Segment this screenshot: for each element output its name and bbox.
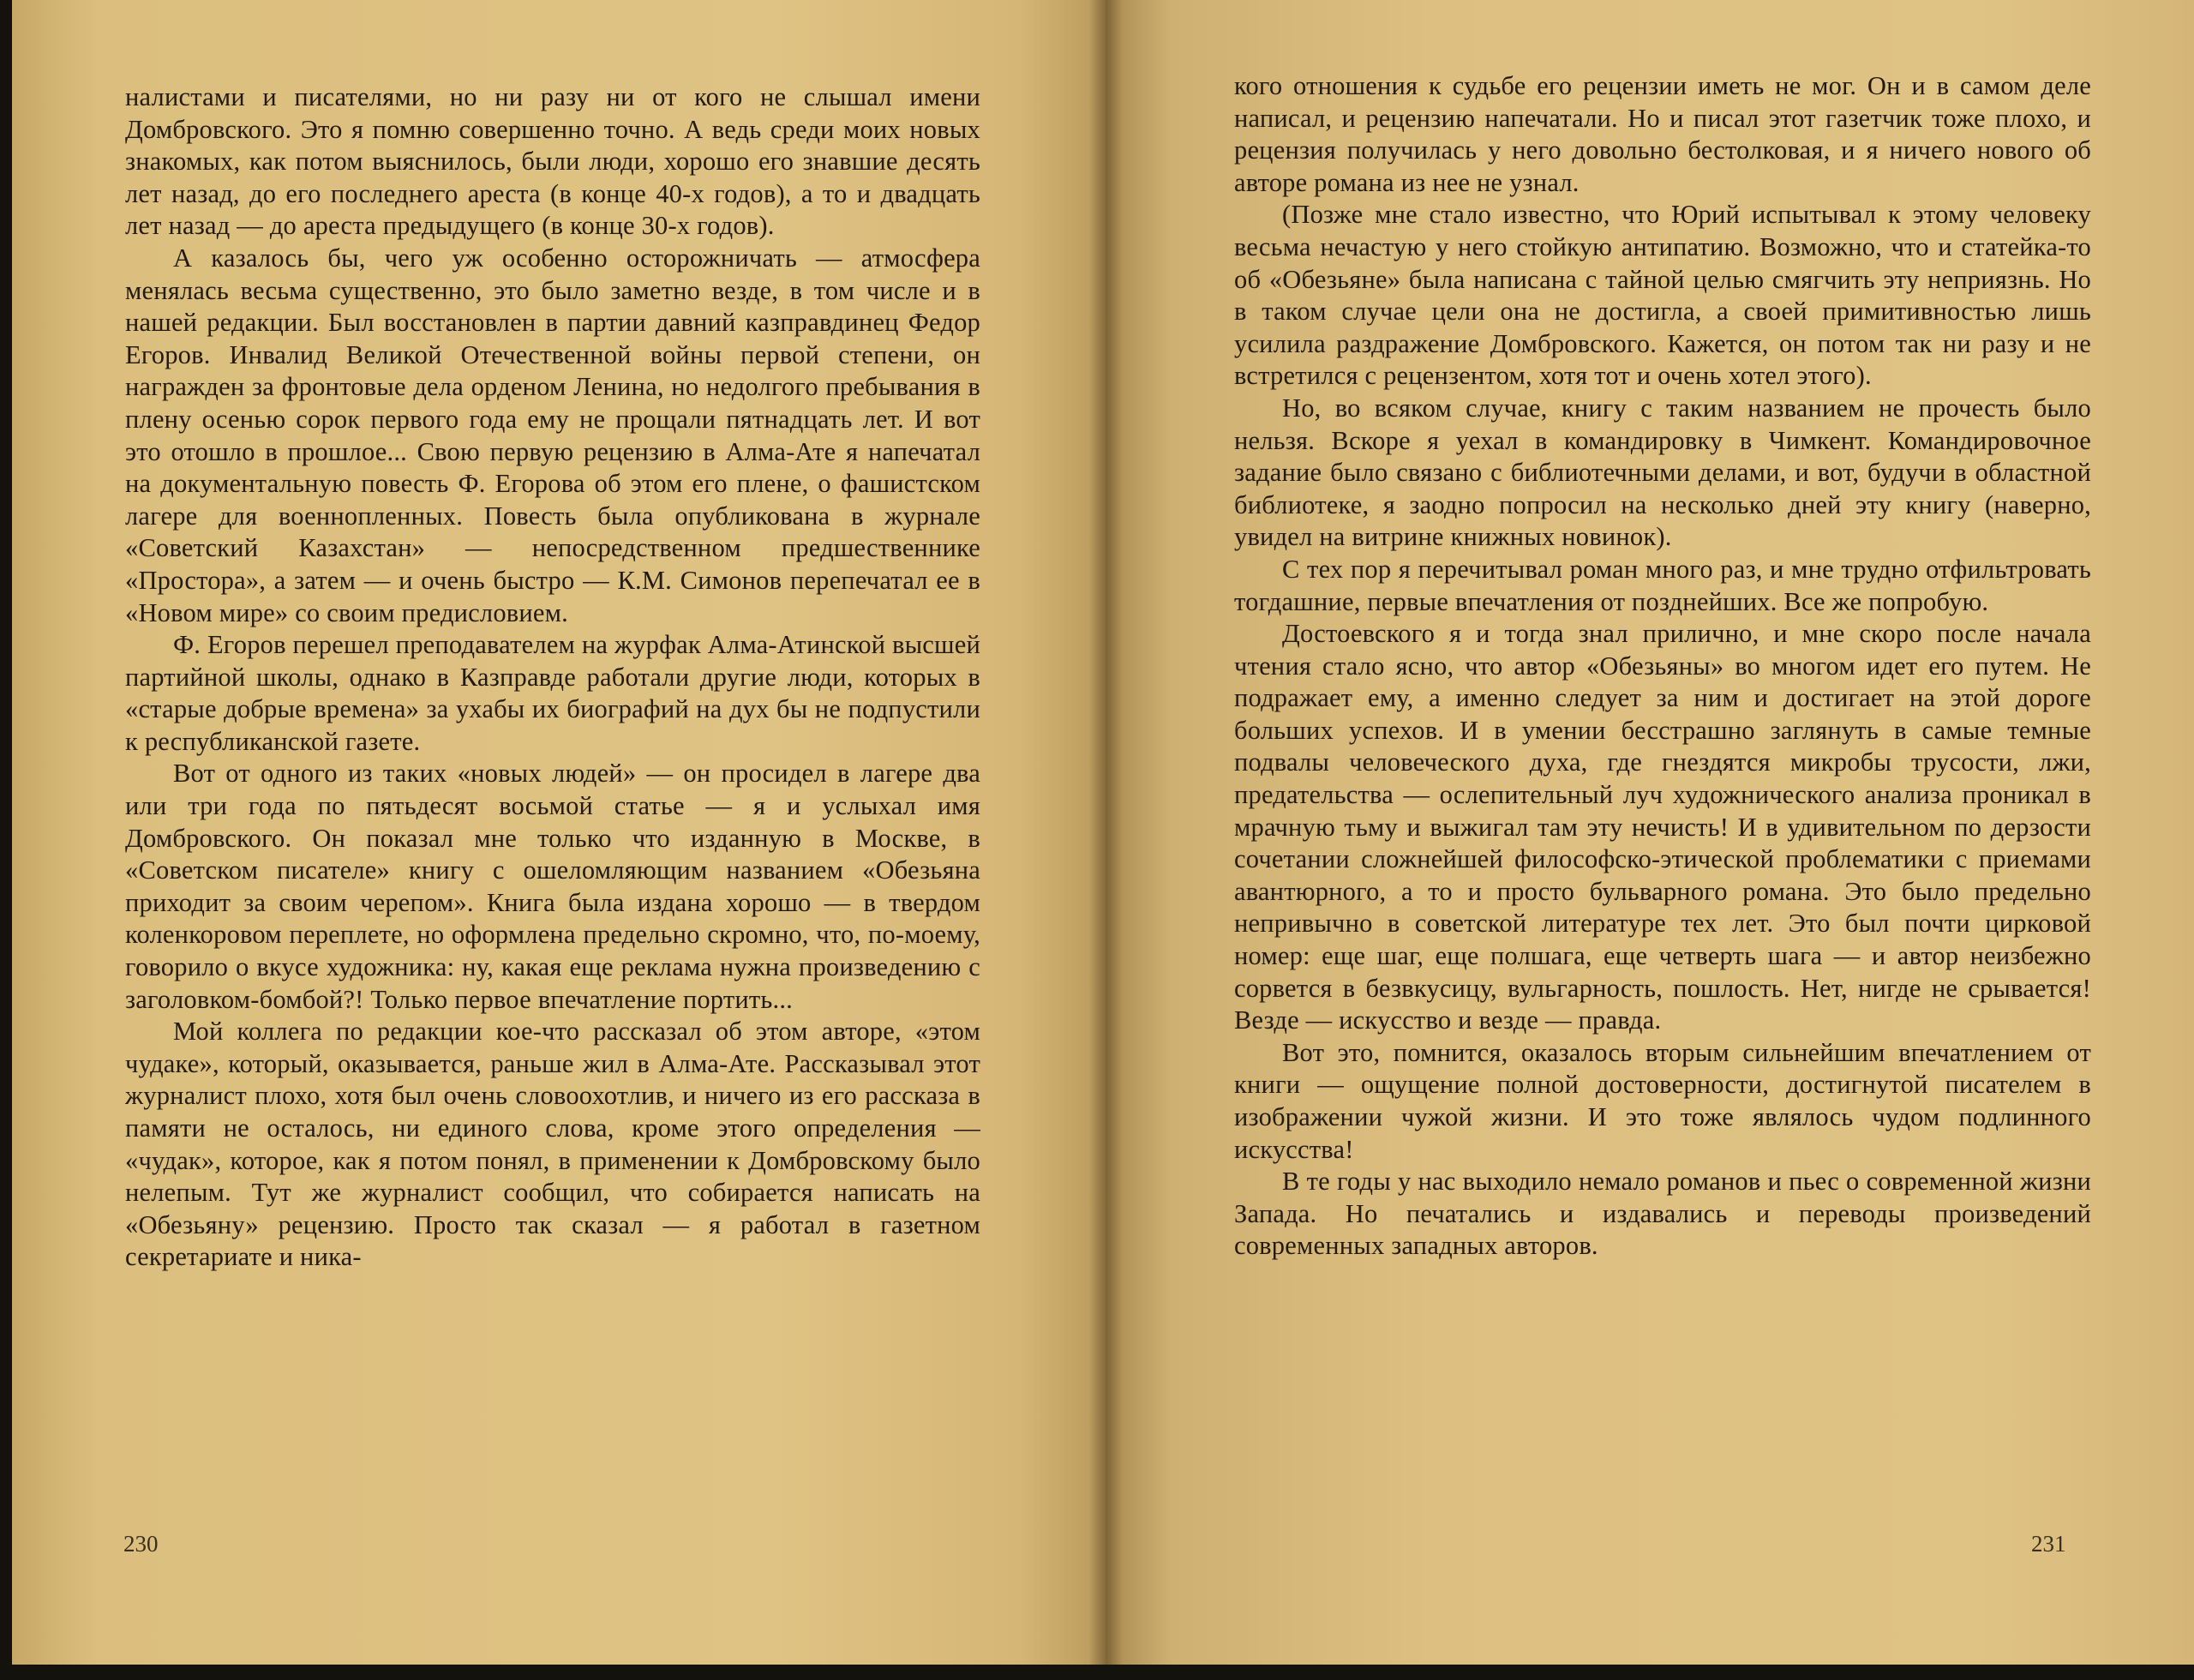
left-page-text — [125, 81, 980, 1274]
paragraph: Ф. Егоров перешел преподавателем на журфак Алма-Атинской высшей партийной школы, однако в Казправде работали другие люди, которых в «старые добрые времена» за ухабы их биографий на дух бы не подпустили к республиканской газете. — [125, 630, 980, 756]
page-number: 230 — [123, 1531, 159, 1557]
paragraph: Достоевского я и тогда знал прилично, и мне скоро после начала чтения стало ясно, что автор «Обезьяны» во многом идет его путем. Не подражает ему, а именно следует за ним и достигает на этой дороге больших успехов. И в умении бесстрашно заглянуть в самые темные подвалы человеческого духа, где гнездятся микробы трусости, лжи, предательства — ослепительный луч художнического анализа проникал в мрачную тьму и выжигал там эту нечисть! И в удивительном по дерзости сочетании сложнейшей философско-этической проблематики с приемами авантюрного, а то и просто бульварного романа. Это было предельно непривычно в советской литературе тех лет. Это был почти цирковой номер: еще шаг, еще полшага, еще четверть шага — и автор неизбежно сорвется в безвкусицу, вульгарность, пошлость. Нет, нигде не срывается! Везде — искусство и везде — правда. — [1234, 619, 2091, 1035]
paragraph: Вот это, помнится, оказалось вторым сильнейшим впечатлением от книги — ощущение полной достоверности, достигнутой писателем в изображении чужой жизни. И это тоже являлось чудом подлинного искусства! — [1234, 1037, 2091, 1164]
paragraph: Но, во всяком случае, книгу с таким названием не прочесть было нельзя. Вскоре я уехал в командировку в Чимкент. Командировочное задание было связано с библиотечными делами, и вот, будучи в областной библиотеке, я заодно попросил на несколько дней эту книгу (наверно, увидел на витрине книжных новинок). — [1234, 393, 2091, 552]
paragraph: А казалось бы, чего уж особенно осторожничать — атмосфера менялась весьма существенно, это было заметно везде, в том числе и в нашей редакции. Был восстановлен в партии давний казправдинец Федор Егоров. Инвалид Великой Отечественной войны первой степени, он награжден за фронтовые дела орденом Ленина, но недолгого пребывания в плену осенью сорок первого года ему не прощали пятнадцать лет. И вот это отошло в прошлое... Свою первую рецензию в Алма-Ате я напечатал на документальную повесть Ф. Егорова об этом его плене, о фашистском лагере для военнопленных. Повесть была опубликована в журнале «Советский Казахстан» — непосредственном предшественнике «Простора», а затем — и очень быстро — К.М. Симонов перепечатал ее в «Новом мире» со своим предисловием. — [125, 243, 980, 627]
right-page — [1106, 0, 2194, 1665]
paragraph: Вот от одного из таких «новых людей» — он просидел в лагере два или три года по пятьдесят восьмой статье — я и услыхал имя Домбровского. Он показал мне только что изданную в Москве, в «Советском писателе» книгу с ошеломляющим названием «Обезьяна приходит за своим черепом». Книга была издана хорошо — в твердом коленкоровом переплете, но оформлена предельно скромно, что, по-моему, говорило о вкусе художника: ну, какая еще реклама нужна произведению с заголовком-бомбой?! Только первое впечатление портить... — [125, 759, 980, 1014]
left-page — [12, 0, 1106, 1665]
right-page-text — [1234, 70, 2091, 1263]
paragraph: (Позже мне стало известно, что Юрий испытывал к этому человеку весьма нечастую у него стойкую антипатию. Возможно, что и статейка-то об «Обезьяне» была написана с тайной целью смягчить эту неприязнь. Но в таком случае цели она не достигла, а своей примитивностью лишь усилила раздражение Домбровского. Кажется, он потом так ни разу и не встретился с рецензентом, хотя тот и очень хотел этого). — [1234, 200, 2091, 391]
paragraph: кого отношения к судьбе его рецензии иметь не мог. Он и в самом деле написал, и рецензию напечатали. Но и писал этот газетчик тоже плохо, и рецензия получилась у него довольно бестолковая, и я ничего нового об авторе романа из нее не узнал. — [1234, 71, 2091, 197]
paragraph: С тех пор я перечитывал роман много раз, и мне трудно отфильтровать тогдашние, первые впечатления от позднейших. Все же попробую. — [1234, 554, 2091, 616]
book-gutter — [1088, 0, 1123, 1665]
page-number: 231 — [2031, 1531, 2066, 1557]
paragraph: Мой коллега по редакции кое-что рассказал об этом авторе, «этом чудаке», который, оказывается, раньше жил в Алма-Ате. Рассказывал этот журналист плохо, хотя был очень словоохотлив, и ничего из его рассказа в памяти не осталось, ни единого слова, кроме этого определения — «чудак», которое, как я потом понял, в применении к Домбровскому было нелепым. Тут же журналист сообщил, что собирается написать на «Обезьяну» рецензию. Просто так сказал — я работал в газетном секретариате и ника- — [125, 1017, 980, 1272]
paragraph: налистами и писателями, но ни разу ни от кого не слышал имени Домбровского. Это я помню совершенно точно. А ведь среди моих новых знакомых, как потом выяснилось, были люди, хорошо его знавшие десять лет назад, до его последнего ареста (в конце 40-х годов), а то и двадцать лет назад — до ареста предыдущего (в конце 30-х годов). — [125, 82, 980, 241]
paragraph: В те годы у нас выходило немало романов и пьес о современной жизни Запада. Но печатались и издавались и переводы произведений современных западных авторов. — [1234, 1167, 2091, 1261]
